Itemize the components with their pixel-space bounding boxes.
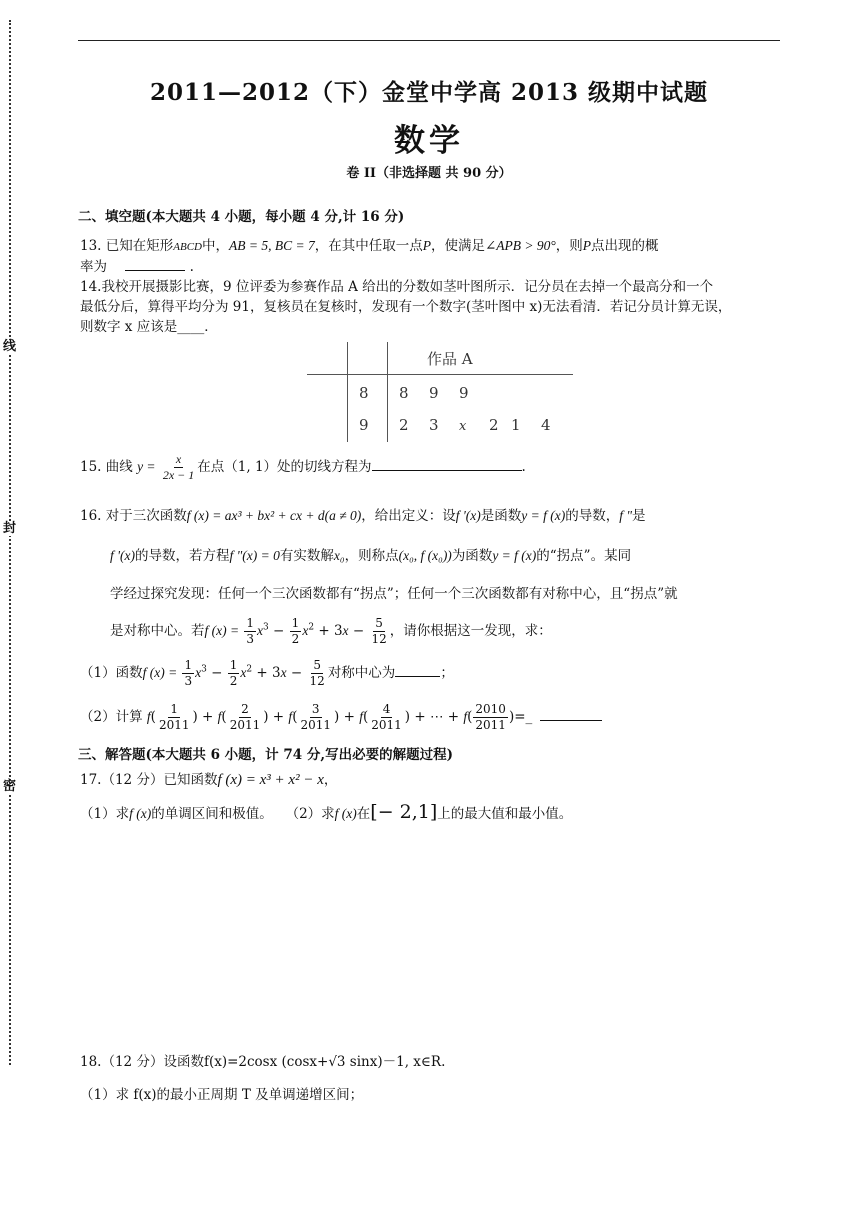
q16-text-3: 是函数 xyxy=(480,508,522,524)
q13-answer-blank[interactable] xyxy=(125,258,185,271)
q13-point-2: P xyxy=(582,238,592,253)
q17-part2-text-2: 上的最大值和最小值。 xyxy=(437,806,573,822)
question-16-line2 xyxy=(110,546,780,566)
stem-leaf-left-line xyxy=(347,342,348,442)
q16-text-6: 的导数，若方程 xyxy=(135,548,230,564)
q16-part1-end: ； xyxy=(440,665,454,681)
q16-text: 16. 对于三次函数 xyxy=(80,508,187,524)
q16-text-8: ，则称点 xyxy=(344,548,399,564)
binding-char-mi: 密 xyxy=(3,779,17,794)
q13-text: 13. 已知在矩形 xyxy=(80,238,174,254)
q16-part1-text: 对称中心为 xyxy=(327,665,396,681)
stem-row-2: 9 xyxy=(359,416,369,434)
q17-part2-text: 在 xyxy=(356,806,371,822)
fraction: $\frac{1}{2011}$ xyxy=(158,702,190,732)
q16-equation: f "(x) = 0 xyxy=(229,548,280,563)
q14-line1: 14.我校开展摄影比赛，9 位评委为参赛作品 A 给出的分数如茎叶图所示．记分员在去掉一个最高分和一个 xyxy=(80,279,714,295)
q15-end: . xyxy=(521,459,526,475)
exam-subject: 数学 xyxy=(394,123,464,159)
question-18-part1: （1）求 f(x)的最小正周期 T 及单调递增区间； xyxy=(80,1087,364,1103)
q16-fprime: f '(x) xyxy=(455,508,481,523)
q16-fx: f (x) = xyxy=(204,623,240,638)
q17-function: f (x) = x³ + x² − x xyxy=(217,772,324,788)
q16-text-4: 的导数， xyxy=(565,508,620,524)
question-16-line4: 是对称中心。若f (x) = $\frac{1}{3}$ $x^3$ − $\frac{1}{2}$ $x^2 + 3x$ − $\frac{5}{12}$ ，请你根据这一发现，求： xyxy=(110,616,552,646)
leaf-unknown: x xyxy=(459,419,467,434)
stem-row-1: 8 xyxy=(359,384,369,402)
leaf: 9 xyxy=(429,384,439,402)
q16-fx-2: f (x) = xyxy=(142,665,178,680)
q15-y: y = xyxy=(137,459,156,474)
question-18 xyxy=(80,1052,780,1072)
exam-title: 2011—2012（下）金堂中学高 2013 级期中试题 xyxy=(149,79,709,106)
question-16-line3: 学经过探究发现：任何一个三次函数都有“拐点”；任何一个三次函数都有对称中心，且“拐点”就 xyxy=(110,586,678,602)
q16-yfx-2: y = f (x) xyxy=(492,548,537,563)
question-16 xyxy=(80,506,780,526)
header-rule xyxy=(78,40,780,41)
question-13: 13. 已知在矩形ABCD中，AB = 5, BC = 7，在其中任取一点P，使满足∠APB > 90°，则P点出现的概 率为 . xyxy=(80,238,659,275)
leaf: 2 xyxy=(399,416,409,434)
q18-function: f(x)=2cosx (cosx+√3 sinx)－1, x∈R. xyxy=(203,1054,446,1070)
q14-line3: 则数字 x 应该是____． xyxy=(80,319,218,335)
q16-part2-label: （2）计算 xyxy=(80,709,143,725)
q13-point: P xyxy=(422,238,431,253)
q16-part2-blank[interactable] xyxy=(540,708,602,721)
q15-fraction xyxy=(161,452,196,483)
q16-part2-equals: =_ xyxy=(514,709,533,725)
q13-rect: ABCD xyxy=(173,241,202,253)
q17-part1-text: 的单调区间和极值。 xyxy=(151,806,273,822)
question-16-part2: （2）计算 f( $\frac{1}{2011}$ ) + f( $\frac{2}{2011}$ ) + f( $\frac{3}{2011}$ ) + f( $\frac{4}{2011}$ ) + ⋯ + f( $\frac{2010}{2011}$ )=_ xyxy=(80,702,780,733)
fraction: $\frac{5}{12}$ xyxy=(309,658,325,688)
q15-denominator: 2x − 1 xyxy=(162,468,195,482)
q16-text-12: ，请你根据这一发现，求： xyxy=(389,623,552,639)
q17-part1-label: （1）求 xyxy=(80,806,130,822)
fraction: $\frac{5}{12}$ xyxy=(371,616,387,646)
q16-text-7: 有实数解 xyxy=(279,548,334,564)
q15-answer-blank[interactable] xyxy=(372,458,522,471)
leaf: 4 xyxy=(541,416,551,434)
q16-x0: x₀ xyxy=(333,548,345,563)
fraction: $\frac{1}{3}$ xyxy=(184,658,193,688)
q18-text: 18.（12 分）设函数 xyxy=(80,1054,204,1070)
q16-text-9: 为函数 xyxy=(451,548,493,564)
q16-fprime-2: f '(x) xyxy=(110,548,135,563)
q16-part1-blank[interactable] xyxy=(395,664,440,677)
q16-fdoubleprime: f " xyxy=(619,508,633,523)
q17-fx: f (x) xyxy=(129,806,152,821)
stem-leaf-divider xyxy=(387,342,388,442)
section3-heading: 三、解答题(本大题共 6 小题，计 74 分,写出必要的解题过程) xyxy=(78,747,453,763)
fraction: $\frac{1}{3}$ xyxy=(246,616,255,646)
fraction: $\frac{4}{2011}$ xyxy=(371,702,402,732)
fraction: $\frac{1}{2}$ xyxy=(229,658,238,688)
binding-dotted-line xyxy=(9,20,11,1065)
q17-text: 17.（12 分）已知函数 xyxy=(80,772,218,788)
fraction: $\frac{1}{2}$ xyxy=(291,616,300,646)
q13-line2: 率为 xyxy=(80,259,107,275)
stem-leaf-plot xyxy=(307,342,573,442)
stem-leaf-header-line xyxy=(307,374,573,375)
section2-heading: 二、填空题(本大题共 4 小题，每小题 4 分,计 16 分) xyxy=(78,209,405,225)
leaf: 1 xyxy=(511,416,521,434)
q16-yfx: y = f (x) xyxy=(521,508,566,523)
q16-text-10: 的“拐点”。某同 xyxy=(536,548,632,564)
paper-label: 卷 II（非选择题 共 90 分） xyxy=(346,166,512,181)
q17-part2-label: （2）求 xyxy=(285,806,335,822)
q16-text-2: ，给出定义：设 xyxy=(361,508,456,524)
q13-text-6: 点出现的概 xyxy=(591,238,659,254)
q16-text-5: 是 xyxy=(632,508,646,524)
question-17-parts xyxy=(80,802,780,824)
q15-numerator: x xyxy=(175,452,182,466)
fraction: $\frac{2}{2011}$ xyxy=(229,702,261,732)
q17-fx-2: f (x) xyxy=(334,806,357,821)
q15-text: 15. 曲线 xyxy=(80,459,133,475)
stem-leaf-header: 作品 A xyxy=(427,350,473,368)
fraction: $\frac{2010}{2011}$ xyxy=(475,702,506,732)
question-16-part1: （1）函数f (x) = $\frac{1}{3}$ $x^3$ − $\frac{1}{2}$ $x^2 + 3x$ − $\frac{5}{12}$ 对称中心为 ； xyxy=(80,658,454,688)
q17-text-2: ， xyxy=(323,772,338,788)
fraction: $\frac{3}{2011}$ xyxy=(300,702,332,732)
binding-char-feng: 封 xyxy=(3,521,17,536)
q16-part1-label: （1）函数 xyxy=(80,665,143,681)
leaf: 8 xyxy=(399,384,409,402)
question-17 xyxy=(80,770,780,790)
binding-char-xian: 线 xyxy=(3,339,17,354)
leaf: 2 xyxy=(489,416,499,434)
question-14 xyxy=(80,277,780,337)
q13-condition: AB = 5, BC = 7 xyxy=(229,238,315,253)
q15-text-2: 在点（1, 1）处的切线方程为 xyxy=(197,459,372,475)
q13-angle: ∠APB > 90° xyxy=(484,238,556,253)
leaf: 3 xyxy=(429,416,439,434)
leaf: 9 xyxy=(459,384,469,402)
q16-point: (x₀, f (x₀)) xyxy=(398,548,452,563)
q13-text-4: ，使满足 xyxy=(430,238,485,254)
q14-line2: 最低分后，算得平均分为 91，复核员在复核时，发现有一个数字(茎叶图中 x)无法看清．若记分员计算无误， xyxy=(80,299,732,315)
leaves-row-2 xyxy=(399,416,571,434)
q13-text-5: ，则 xyxy=(555,238,583,254)
q13-text-3: ，在其中任取一点 xyxy=(314,238,423,254)
question-15 xyxy=(80,452,780,483)
q13-text-2: 中， xyxy=(202,238,229,254)
q17-interval: [− 2,1] xyxy=(370,801,438,823)
q16-cubic: f (x) = ax³ + bx² + cx + d(a ≠ 0) xyxy=(186,508,362,523)
leaves-row-1 xyxy=(399,384,489,402)
q16-text-11: 是对称中心。若 xyxy=(110,623,205,639)
